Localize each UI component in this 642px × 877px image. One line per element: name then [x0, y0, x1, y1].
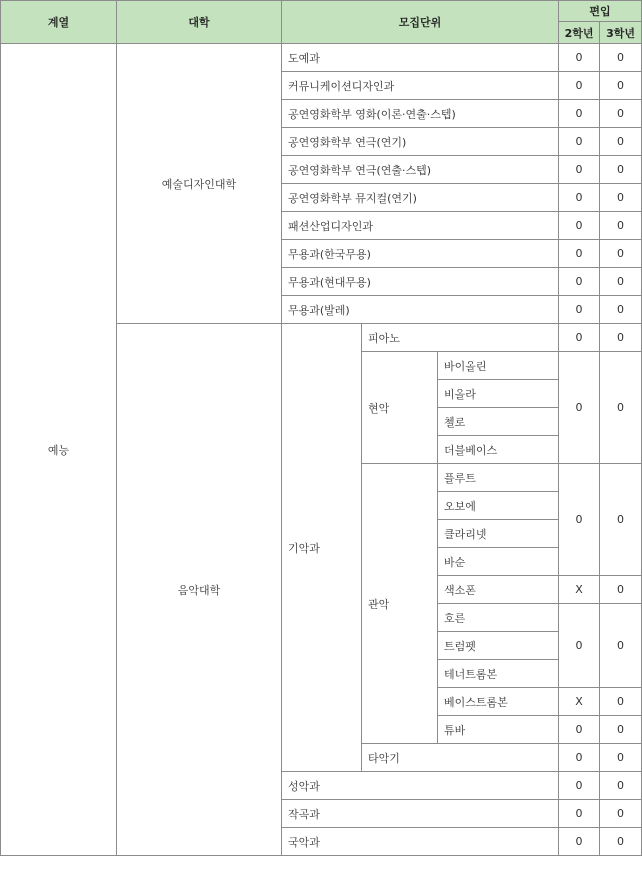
section-strings: 현악	[362, 352, 438, 464]
instrument-name: 튜바	[438, 716, 559, 744]
year3-value: 0	[600, 72, 642, 100]
instrument-name: 첼로	[438, 408, 559, 436]
year3-value: 0	[600, 44, 642, 72]
header-transfer: 편입	[559, 1, 642, 22]
year2-value: 0	[559, 268, 600, 296]
year2-value: 0	[559, 744, 600, 772]
instrument-name: 트럼펫	[438, 632, 559, 660]
instrument-name: 색소폰	[438, 576, 559, 604]
year3-value: 0	[600, 212, 642, 240]
college-art-design: 예술디자인대학	[117, 44, 282, 324]
year2-value: 0	[559, 128, 600, 156]
unit-name: 공연영화학부 뮤지컬(연기)	[282, 184, 559, 212]
header-college: 대학	[117, 1, 282, 44]
year2-value: 0	[559, 828, 600, 856]
year3-value: 0	[600, 100, 642, 128]
year3-value: 0	[600, 352, 642, 464]
field-cell: 예능	[1, 44, 117, 856]
instrument-name: 클라리넷	[438, 520, 559, 548]
unit-name: 공연영화학부 영화(이론·연출·스텝)	[282, 100, 559, 128]
year3-value: 0	[600, 744, 642, 772]
year3-value: 0	[600, 240, 642, 268]
unit-name: 패션산업디자인과	[282, 212, 559, 240]
college-music: 음악대학	[117, 324, 282, 856]
unit-name: 커뮤니케이션디자인과	[282, 72, 559, 100]
year2-value: X	[559, 576, 600, 604]
instrument-name: 테너트롬본	[438, 660, 559, 688]
year2-value: 0	[559, 240, 600, 268]
year3-value: 0	[600, 296, 642, 324]
year2-value: 0	[559, 72, 600, 100]
year3-value: 0	[600, 184, 642, 212]
unit-name: 공연영화학부 연극(연출·스텝)	[282, 156, 559, 184]
instrument-name: 바순	[438, 548, 559, 576]
year2-value: 0	[559, 184, 600, 212]
year2-value: 0	[559, 352, 600, 464]
unit-name: 작곡과	[282, 800, 559, 828]
unit-name: 무용과(현대무용)	[282, 268, 559, 296]
year2-value: 0	[559, 464, 600, 576]
year3-value: 0	[600, 324, 642, 352]
year3-value: 0	[600, 128, 642, 156]
year2-value: 0	[559, 800, 600, 828]
instrument-name: 오보에	[438, 492, 559, 520]
year2-value: 0	[559, 100, 600, 128]
instrument-name: 호른	[438, 604, 559, 632]
year2-value: 0	[559, 296, 600, 324]
dept-instrumental: 기악과	[282, 324, 362, 772]
unit-name: 성악과	[282, 772, 559, 800]
year2-value: 0	[559, 772, 600, 800]
instrument-name: 바이올린	[438, 352, 559, 380]
year3-value: 0	[600, 464, 642, 576]
instrument-name: 더블베이스	[438, 436, 559, 464]
unit-name: 무용과(한국무용)	[282, 240, 559, 268]
unit-name: 공연영화학부 연극(연기)	[282, 128, 559, 156]
year2-value: 0	[559, 604, 600, 688]
section-percussion: 타악기	[362, 744, 559, 772]
year2-value: 0	[559, 716, 600, 744]
year3-value: 0	[600, 156, 642, 184]
instrument-name: 비올라	[438, 380, 559, 408]
year3-value: 0	[600, 828, 642, 856]
year2-value: 0	[559, 44, 600, 72]
year3-value: 0	[600, 604, 642, 688]
instrument-name: 베이스트롬본	[438, 688, 559, 716]
year2-value: X	[559, 688, 600, 716]
header-unit: 모집단위	[282, 1, 559, 44]
unit-name: 도예과	[282, 44, 559, 72]
year3-value: 0	[600, 268, 642, 296]
year2-value: 0	[559, 156, 600, 184]
header-year2: 2학년	[559, 22, 600, 44]
year3-value: 0	[600, 716, 642, 744]
year3-value: 0	[600, 772, 642, 800]
header-field: 계열	[1, 1, 117, 44]
unit-name: 국악과	[282, 828, 559, 856]
section-winds: 관악	[362, 464, 438, 744]
header-year3: 3학년	[600, 22, 642, 44]
section-piano: 피아노	[362, 324, 559, 352]
instrument-name: 플루트	[438, 464, 559, 492]
unit-name: 무용과(발레)	[282, 296, 559, 324]
year2-value: 0	[559, 324, 600, 352]
year3-value: 0	[600, 688, 642, 716]
year2-value: 0	[559, 212, 600, 240]
year3-value: 0	[600, 576, 642, 604]
year3-value: 0	[600, 800, 642, 828]
